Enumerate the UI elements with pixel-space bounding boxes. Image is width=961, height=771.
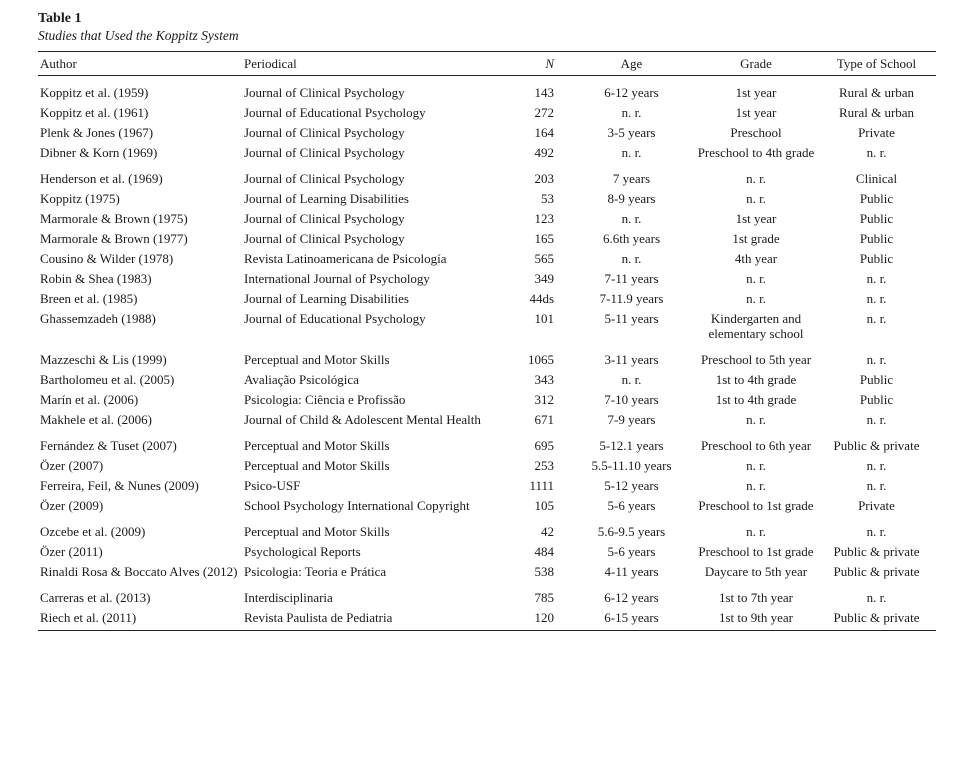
cell-periodical: Journal of Clinical Psychology (244, 125, 405, 140)
cell-age: 6.6th years (602, 231, 661, 246)
table-container (38, 10, 920, 631)
cell-type: Public & private (833, 544, 920, 559)
cell-n: 53 (541, 191, 554, 206)
cell-grade: Preschool to 1st grade (698, 498, 814, 513)
cell-type: Public (859, 251, 894, 266)
cell-author: Marmorale & Brown (1977) (40, 231, 188, 246)
cell-grade: Preschool to 5th year (700, 352, 812, 367)
cell-type: n. r. (866, 291, 887, 306)
cell-n: 101 (534, 311, 554, 326)
cell-type: Public & private (833, 438, 920, 453)
table-row (38, 496, 936, 522)
table-row (38, 229, 936, 249)
cell-age: 7-10 years (604, 392, 659, 407)
cell-n: 312 (534, 392, 554, 407)
cell-periodical: School Psychology International Copyright (244, 498, 470, 513)
cell-type: Public & private (833, 564, 920, 579)
cell-grade: n. r. (746, 191, 766, 206)
cell-n: 484 (534, 544, 554, 559)
cell-age: 5.5-11.10 years (591, 458, 672, 473)
cell-type: Clinical (855, 171, 898, 186)
cell-type: n. r. (866, 524, 887, 539)
cell-age: 6-12 years (604, 590, 659, 605)
cell-periodical: Perceptual and Motor Skills (244, 352, 390, 367)
cell-grade: 1st grade (732, 231, 780, 246)
cell-type: Public (859, 372, 894, 387)
cell-author: Ghassemzadeh (1988) (40, 311, 156, 326)
cell-grade: 1st to 4th grade (715, 372, 797, 387)
cell-author: Özer (2011) (40, 544, 103, 559)
cell-grade: 1st year (735, 105, 777, 120)
cell-age: 6-15 years (568, 608, 695, 631)
cell-type: n. r. (866, 412, 887, 427)
cell-periodical: Journal of Educational Psychology (244, 311, 426, 326)
cell-grade: Preschool to 6th year (700, 438, 812, 453)
cell-periodical: Avaliação Psicológica (244, 372, 359, 387)
cell-author: Ferreira, Feil, & Nunes (2009) (40, 478, 199, 493)
cell-n: 1111 (529, 478, 554, 493)
cell-age: 7 years (612, 171, 651, 186)
cell-age: 5.6-9.5 years (597, 524, 666, 539)
cell-grade: 1st year (735, 211, 777, 226)
table-row (38, 209, 936, 229)
koppitz-studies-table (38, 51, 936, 631)
table-row (38, 309, 936, 350)
cell-age: 7-11.9 years (599, 291, 664, 306)
cell-grade: Daycare to 5th year (704, 564, 808, 579)
cell-author: Marmorale & Brown (1975) (40, 211, 188, 226)
cell-n: 343 (534, 372, 554, 387)
cell-n: 203 (534, 171, 554, 186)
cell-n: 538 (534, 564, 554, 579)
cell-n: 44ds (529, 291, 554, 306)
cell-periodical: Perceptual and Motor Skills (244, 524, 390, 539)
cell-author: Mazzeschi & Lis (1999) (40, 352, 167, 367)
cell-author: Cousino & Wilder (1978) (40, 251, 174, 266)
header-grade: Grade (695, 52, 817, 76)
cell-n: 165 (534, 231, 554, 246)
cell-grade: n. r. (746, 412, 766, 427)
cell-author: Rinaldi Rosa & Boccato Alves (2012) (40, 564, 238, 579)
cell-type: Public (859, 191, 894, 206)
cell-type: n. r. (866, 590, 887, 605)
cell-author: Robin & Shea (1983) (40, 271, 152, 286)
header-periodical: Periodical (242, 52, 504, 76)
cell-age: n. r. (621, 145, 642, 160)
cell-periodical: Journal of Clinical Psychology (244, 145, 405, 160)
cell-author: Fernández & Tuset (2007) (40, 438, 177, 453)
table-row (38, 76, 936, 104)
cell-age: 7-9 years (607, 412, 656, 427)
cell-n: 120 (504, 608, 568, 631)
cell-periodical: Journal of Clinical Psychology (244, 231, 405, 246)
cell-type: n. r. (866, 271, 887, 286)
header-author: Author (38, 52, 242, 76)
cell-author: Özer (2007) (40, 458, 104, 473)
cell-author: Breen et al. (1985) (40, 291, 138, 306)
cell-periodical: Journal of Clinical Psychology (244, 211, 405, 226)
cell-type: Private (858, 125, 895, 140)
cell-author: Koppitz (1975) (40, 191, 120, 206)
cell-grade: n. r. (746, 291, 766, 306)
header-n: N (504, 52, 568, 76)
cell-periodical: Journal of Clinical Psychology (244, 85, 405, 100)
cell-periodical: Revista Latinoamericana de Psicología (244, 251, 447, 266)
cell-n: 1065 (528, 352, 554, 367)
cell-age: n. r. (621, 372, 642, 387)
table-row (38, 588, 936, 608)
cell-type: Public (859, 211, 894, 226)
cell-grade: 1st year (735, 85, 777, 100)
cell-grade: 1st to 7th year (718, 590, 793, 605)
cell-author: Özer (2009) (40, 498, 104, 513)
cell-n: 42 (541, 524, 554, 539)
cell-n: 565 (534, 251, 554, 266)
cell-type: Private (858, 498, 895, 513)
table-row (38, 476, 936, 496)
cell-author: Ozcebe et al. (2009) (40, 524, 146, 539)
header-type: Type of School (817, 52, 936, 76)
cell-type: Public (859, 392, 894, 407)
cell-grade: n. r. (746, 458, 766, 473)
table-row (38, 350, 936, 370)
cell-type: n. r. (866, 478, 887, 493)
table-row (38, 456, 936, 476)
cell-n: 785 (534, 590, 554, 605)
cell-age: n. r. (621, 251, 642, 266)
table-row (38, 436, 936, 456)
cell-n: 492 (534, 145, 554, 160)
cell-periodical: Revista Paulista de Pediatria (242, 608, 504, 631)
cell-age: 8-9 years (607, 191, 656, 206)
header-age: Age (568, 52, 695, 76)
cell-periodical: Psicologia: Teoria e Prática (244, 564, 387, 579)
table-row (38, 562, 936, 588)
cell-grade: Preschool to 4th grade (697, 145, 815, 160)
cell-author: Makhele et al. (2006) (40, 412, 152, 427)
cell-periodical: Perceptual and Motor Skills (244, 458, 390, 473)
cell-n: 253 (534, 458, 554, 473)
cell-age: 7-11 years (604, 271, 659, 286)
cell-type: Rural & urban (838, 85, 915, 100)
table-row (38, 542, 936, 562)
cell-grade: 1st to 4th grade (715, 392, 797, 407)
table-row (38, 608, 936, 631)
table-number: Table 1 (38, 11, 82, 26)
cell-age: n. r. (621, 211, 642, 226)
cell-age: 5-12.1 years (599, 438, 664, 453)
cell-n: 164 (534, 125, 554, 140)
cell-n: 671 (534, 412, 554, 427)
cell-n: 272 (534, 105, 554, 120)
cell-grade: 4th year (734, 251, 778, 266)
cell-grade: Preschool to 1st grade (698, 544, 814, 559)
cell-age: 5-12 years (604, 478, 659, 493)
table-caption: Studies that Used the Koppitz System (38, 28, 239, 43)
cell-grade: 1st to 9th year (695, 608, 817, 631)
cell-n: 695 (534, 438, 554, 453)
cell-periodical: Journal of Learning Disabilities (244, 191, 409, 206)
cell-author: Koppitz et al. (1959) (40, 85, 149, 100)
table-body (38, 76, 936, 631)
cell-periodical: Psico-USF (244, 478, 301, 493)
cell-age: 5-6 years (607, 498, 656, 513)
table-row (38, 269, 936, 289)
cell-age: 5-6 years (607, 544, 656, 559)
cell-n: 123 (534, 211, 554, 226)
cell-grade: n. r. (746, 271, 766, 286)
cell-age: 6-12 years (604, 85, 659, 100)
cell-periodical: Interdisciplinaria (244, 590, 333, 605)
cell-periodical: Journal of Child & Adolescent Mental Health (244, 412, 481, 427)
cell-grade: n. r. (746, 478, 766, 493)
table-row (38, 143, 936, 169)
table-row (38, 522, 936, 542)
table-row (38, 123, 936, 143)
cell-age: n. r. (621, 105, 642, 120)
cell-periodical: Psicologia: Ciência e Profissão (244, 392, 406, 407)
cell-age: 3-5 years (607, 125, 656, 140)
cell-periodical: Perceptual and Motor Skills (244, 438, 390, 453)
cell-periodical: Journal of Clinical Psychology (244, 171, 405, 186)
cell-author: Bartholomeu et al. (2005) (40, 372, 175, 387)
table-row (38, 370, 936, 390)
table-row (38, 249, 936, 269)
cell-n: 105 (534, 498, 554, 513)
cell-grade: Preschool (730, 125, 782, 140)
cell-type: Public & private (817, 608, 936, 631)
cell-author: Marín et al. (2006) (40, 392, 139, 407)
cell-type: n. r. (866, 458, 887, 473)
table-row (38, 189, 936, 209)
table-row (38, 103, 936, 123)
cell-type: n. r. (866, 311, 887, 326)
cell-grade: n. r. (746, 524, 766, 539)
cell-author: Riech et al. (2011) (38, 608, 242, 631)
cell-grade: n. r. (746, 171, 766, 186)
cell-age: 3-11 years (604, 352, 659, 367)
cell-grade: Kindergarten and elementary school (708, 311, 804, 341)
cell-age: 4-11 years (604, 564, 659, 579)
cell-type: n. r. (866, 352, 887, 367)
cell-author: Henderson et al. (1969) (40, 171, 163, 186)
cell-type: Public (859, 231, 894, 246)
cell-periodical: Journal of Educational Psychology (244, 105, 426, 120)
table-row (38, 390, 936, 410)
cell-author: Koppitz et al. (1961) (40, 105, 149, 120)
cell-n: 349 (534, 271, 554, 286)
cell-author: Carreras et al. (2013) (40, 590, 151, 605)
cell-author: Dibner & Korn (1969) (40, 145, 158, 160)
table-row (38, 169, 936, 189)
cell-periodical: International Journal of Psychology (244, 271, 430, 286)
table-row (38, 289, 936, 309)
table-row (38, 410, 936, 436)
cell-age: 5-11 years (604, 311, 659, 326)
cell-type: Rural & urban (838, 105, 915, 120)
cell-periodical: Journal of Learning Disabilities (244, 291, 409, 306)
cell-n: 143 (534, 85, 554, 100)
cell-periodical: Psychological Reports (244, 544, 361, 559)
cell-author: Plenk & Jones (1967) (40, 125, 154, 140)
header-row (38, 52, 936, 76)
cell-type: n. r. (866, 145, 887, 160)
